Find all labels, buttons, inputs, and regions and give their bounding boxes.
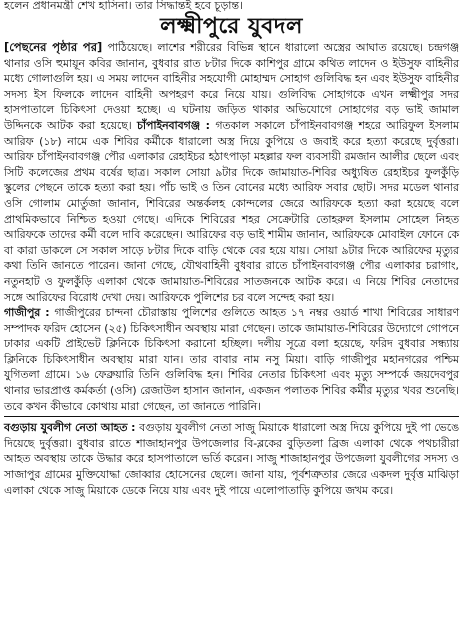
- section-label-bogura: বগুড়ায় যুবলীগ নেতা আহত :: [4, 421, 136, 435]
- previous-article-tail: হলেন প্রধানমন্ত্রী শেখ হাসিনা। তার সিদ্ধান্তই হবে চূড়ান্ত।: [4, 0, 244, 12]
- bogura-text: বগুড়ায় যুবলীগ নেতা সাজু মিয়াকে ধারালো অস্ত্র দিয়ে কুপিয়ে দুই পা ভেঙে দিয়েছে দুর্বৃত্তরা। বুধবার রাতে শাজাহানপুর উপজেলার বি-ব্লকের বুড়িতলা ব্রিজ এলাকা থেকে পথচারীরা আহত অবস্থায় তাকে উদ্ধার করে হাসপাতালে ভর্তি করেন। সাজু শাজাহানপুর উপজেলা যুবলীগের সদস্য ও সাজাপুর গ্রামের মুক্তিযোদ্ধা জোব্বার হোসেনের ছেলে। জানা যায়, পূর্বশত্রুতার জেরে একদল দুর্বৃত্ত মাঝিড়া এলাকা থেকে সাজু মিয়াকে ডেকে নিয়ে যায় এবং দুই পায়ে এলোপাতাড়ি কুপিয়ে জখম করে।: [4, 421, 459, 497]
- gazipur-paragraph: [4, 305, 459, 414]
- section-divider: [4, 416, 459, 417]
- gazipur-text: গাজীপুরের চান্দনা চৌরাস্তায় পুলিশের গুলিতে আহত ১৭ নম্বর ওয়ার্ড শাখা শিবিরের সাধারণ সম্পাদক ফরিদ হোসেন (২৫) চিকিৎসাধীন অবস্থায় মারা গেছেন। তাকে জামায়াত-শিবিরের উদ্যোগে গোপনে ঢাকার একটি প্রাইভেট ক্লিনিকে চিকিৎসা করানো হচ্ছিল। দলীয় সূত্রে বলা হয়েছে, ফরিদ বুধবার সন্ধ্যায় ক্লিনিকে চিকিৎসাধীন অবস্থায় মারা যান। তার বাবার নাম নসু মিয়া। বাড়ি গাজীপুর মহানগরের পশ্চিম যুগিতলা গ্রামে। ১৬ ফেব্রুয়ারি তিনি গুলিবিদ্ধ হন। শিবির নেতার চিকিৎসা এবং মৃত্যু সম্পর্কে জয়দেবপুর থানার ভারপ্রাপ্ত কর্মকর্তা (ওসি) রেজাউল হাসান জানান, একজন পলাতক শিবির কর্মীর মৃত্যুর খবর শুনেছি। তবে কখন কীভাবে কোথায় মারা গেছেন, তা জানতে পারিনি।: [4, 306, 459, 413]
- section-label-gazipur: গাজীপুর :: [4, 306, 50, 320]
- bogura-paragraph: [4, 420, 459, 498]
- lead-paragraph: [4, 40, 459, 305]
- lead-text: পাঠিয়েছে। লাশের শরীরের বিভিন্ন স্থানে ধারালো অস্ত্রের আঘাত রয়েছে। চন্দ্রগঞ্জ থানার ওসি হুমায়ূন কবির জানান, বুধবার রাত ৮টার দিকে কাশিপুর গ্রামে কথিত লাদেন ও ইউসুফ বাহিনীর মধ্যে গোলাগুলি হয়। এ সময় লাদেন বাহিনীর সহযোগী মোহাম্মদ সোহাগ গুলিবিদ্ধ হন এবং ইউসুফ বাহিনীর সদস্য ইস ফিলকে লাদেন বাহিনী অপহরণ করে নিয়ে যায়। গুলিবিদ্ধ সোহাগকে এখন লক্ষ্মীপুর সদর হাসপাতালে চিকিৎসা দেওয়া হচ্ছে। এ ঘটনায় জড়িত থাকার অভিযোগে সোহাগের বড় ভাই জামাল উদ্দিনকে আটক করা হয়েছে।: [4, 41, 459, 132]
- continuation-kicker: [পেছনের পৃষ্ঠার পর]: [4, 40, 103, 54]
- headline: লক্ষ্মীপুরে যুবদল: [160, 13, 303, 39]
- chapai-text: গতকাল সকালে চাঁপাইনবাবগঞ্জ শহরে আরিফুল ইসলাম আরিফ (১৮) নামে এক শিবির কর্মীকে ধারালো অস্ত্র দিয়ে কুপিয়ে ও জবাই করে হত্যা করেছে দুর্বৃত্তরা। আরিফ চাঁপাইনবাবগঞ্জ পৌর এলাকার রেহাইচর হঠাৎপাড়া মহল্লার ফল ব্যবসায়ী রমজান আলীর ছেলে এবং সিটি কলেজের প্রথম বর্ষের ছাত্র। সকাল সোয়া ৯টার দিকে জামায়াত-শিবির অধ্যুষিত রেহাইচর ফুলকুঁড়ি স্কুলের পেছনে তাকে হত্যা করা হয়। পাঁচ ভাই ও তিন বোনের মধ্যে আরিফ সবার ছোট। সদর মডেল থানার ওসি গোলাম মোর্তুজা জানান, শিবিরের অন্তর্কলহ কোন্দলের জেরে আরিফকে হত্যা করা হয়েছে বলে প্রাথমিকভাবে নিশ্চিত হওয়া গেছে। এদিকে শিবিরের শহর সেক্রেটারি তোহরুল ইসলাম সোহেল নিহত আরিফকে তাদের কর্মী বলে দাবি করেছেন। আরিফের বড় ভাই শামীম জানান, আরিফকে মোবাইল ফোনে কে বা কারা ডাকলে সে সকাল সাড়ে ৮টার দিকে বাড়ি থেকে বের হয়ে যায়। সোয়া ৯টার দিকে আরিফের মৃত্যুর কথা তিনি জানতে পারেন। জানা গেছে, যৌথবাহিনী বুধবার রাতে চাঁপাইনবাবগঞ্জ পৌর এলাকার চরাগাং, নতুনহাট ও ফুলকুঁড়ি এলাকা থেকে জামায়াত-শিবিরের সাতজনকে আটক করে। এ নিয়ে শিবির নেতাদের সঙ্গে আরিফের বিরোধ দেখা দেয়। আরিফকে পুলিশের চর বলে সন্দেহ করা হয়।: [4, 118, 459, 304]
- section-label-chapai: চাঁপাইনবাবগঞ্জ :: [137, 118, 210, 132]
